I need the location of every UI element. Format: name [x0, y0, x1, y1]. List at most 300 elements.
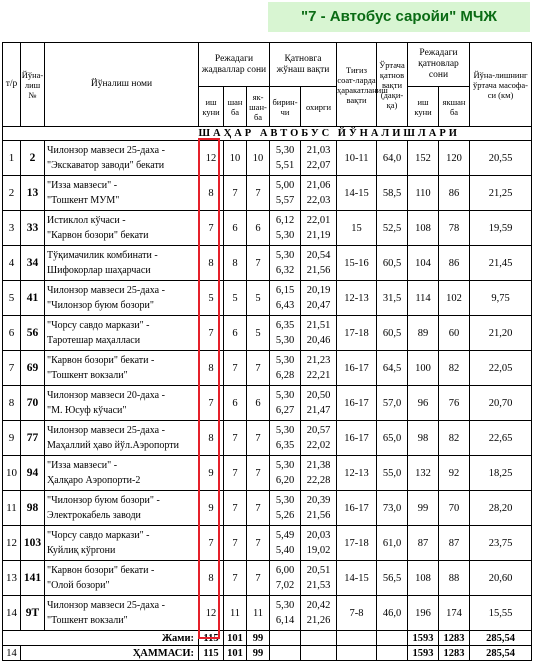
route-name	[45, 526, 199, 561]
sched-sat: 6	[224, 211, 247, 246]
sched-sun: 6	[247, 211, 270, 246]
route-name	[45, 351, 199, 386]
table-row	[3, 596, 532, 631]
row-number: 10	[3, 456, 21, 491]
time-value: 20,54	[306, 250, 331, 261]
route-name	[45, 561, 199, 596]
avg-interval: 46,0	[377, 596, 408, 631]
time-value: 20,39	[306, 495, 331, 506]
time-value: 5,30	[275, 425, 295, 436]
peak-hours: 16-17	[337, 351, 377, 386]
first-departure	[270, 561, 301, 596]
route-name-line: "Тошкент МУМ"	[47, 195, 120, 206]
total-length: 285,54	[470, 646, 532, 661]
time-value: 20,51	[306, 565, 331, 576]
time-value: 21,53	[306, 580, 331, 591]
table-row	[3, 281, 532, 316]
section-title: ШАҲАР АВТОБУС ЙЎНАЛИШЛАРИ	[199, 127, 532, 141]
row-number: 7	[3, 351, 21, 386]
route-name	[45, 386, 199, 421]
peak-hours: 12-13	[337, 456, 377, 491]
first-departure	[270, 456, 301, 491]
last-departure	[301, 561, 337, 596]
subtotal-row	[3, 631, 532, 646]
avg-interval: 56,5	[377, 561, 408, 596]
time-value: 5,30	[275, 460, 295, 471]
time-value: 20,19	[306, 285, 331, 296]
peak-hours: 12-13	[337, 281, 377, 316]
sched-sat: 7	[224, 351, 247, 386]
route-number: 2	[21, 141, 45, 176]
total-s2: 101	[224, 646, 247, 661]
route-length: 15,55	[470, 596, 532, 631]
header-sched-work: иш куни	[199, 87, 224, 127]
sched-sun: 6	[247, 386, 270, 421]
sched-work: 9	[199, 491, 224, 526]
trips-work: 104	[408, 246, 439, 281]
table-row	[3, 421, 532, 456]
time-value: 6,20	[275, 475, 295, 486]
trips-sun: 86	[439, 176, 470, 211]
route-name-line: "Тошкент вокзали"	[47, 370, 128, 381]
total-s3: 99	[247, 646, 270, 661]
last-departure	[301, 211, 337, 246]
time-value: 22,02	[306, 440, 331, 451]
page-title: "7 - Автобус саройи" МЧЖ	[268, 2, 530, 32]
time-value: 20,57	[306, 425, 331, 436]
route-name	[45, 316, 199, 351]
row-number: 13	[3, 561, 21, 596]
peak-hours: 17-18	[337, 526, 377, 561]
route-name-line: "Карвон бозори" бекати -	[47, 565, 155, 576]
sched-work: 8	[199, 176, 224, 211]
header-trips-sun: якшан ба	[439, 87, 470, 127]
route-name	[45, 491, 199, 526]
avg-interval: 61,0	[377, 526, 408, 561]
header-trips-work: иш куни	[408, 87, 439, 127]
sched-work: 7	[199, 386, 224, 421]
route-length: 23,75	[470, 526, 532, 561]
table-row	[3, 456, 532, 491]
route-name	[45, 456, 199, 491]
trips-sun: 88	[439, 561, 470, 596]
route-name	[45, 246, 199, 281]
trips-sun: 76	[439, 386, 470, 421]
row-number: 8	[3, 386, 21, 421]
trips-work: 99	[408, 491, 439, 526]
route-number: 98	[21, 491, 45, 526]
route-name-line: "Чилонзор буюм бозори"	[47, 300, 154, 311]
time-value: 5,30	[275, 390, 295, 401]
trips-sun: 120	[439, 141, 470, 176]
route-name-line: "Изза мавзеси" -	[47, 180, 118, 191]
peak-hours: 17-18	[337, 316, 377, 351]
first-departure	[270, 281, 301, 316]
route-name-line: "Карвон бозори" бекати	[47, 230, 149, 241]
route-name-line: Истиклол кўчаси -	[47, 215, 126, 226]
last-departure	[301, 316, 337, 351]
peak-hours: 14-15	[337, 176, 377, 211]
header-trips: Режадаги қатновлар сони	[408, 43, 470, 87]
total-s1: 115	[199, 646, 224, 661]
time-value: 22,03	[306, 195, 331, 206]
route-name-line: "Чорсу савдо маркази" -	[47, 530, 150, 541]
route-length: 21,25	[470, 176, 532, 211]
last-departure	[301, 351, 337, 386]
route-number: 77	[21, 421, 45, 456]
first-departure	[270, 176, 301, 211]
time-value: 22,21	[306, 370, 331, 381]
last-departure	[301, 421, 337, 456]
route-number: 56	[21, 316, 45, 351]
route-number: 33	[21, 211, 45, 246]
header-tr: т/р	[3, 43, 21, 127]
trips-work: 152	[408, 141, 439, 176]
route-name	[45, 421, 199, 456]
time-value: 6,14	[275, 615, 295, 626]
sched-sun: 7	[247, 561, 270, 596]
first-departure	[270, 246, 301, 281]
time-value: 5,51	[275, 160, 295, 171]
table-row	[3, 386, 532, 421]
header-last: охирги	[301, 87, 337, 127]
time-value: 22,07	[306, 160, 331, 171]
sched-sun: 5	[247, 281, 270, 316]
sched-sun: 7	[247, 526, 270, 561]
time-value: 21,56	[306, 265, 331, 276]
row-number: 11	[3, 491, 21, 526]
header-first: бирин-чи	[270, 87, 301, 127]
row-number: 9	[3, 421, 21, 456]
time-value: 5,30	[275, 495, 295, 506]
peak-hours: 16-17	[337, 386, 377, 421]
route-number: 103	[21, 526, 45, 561]
route-name-line: "Чилонзор буюм бозори" -	[47, 495, 160, 506]
trips-work: 196	[408, 596, 439, 631]
total-row	[3, 646, 532, 661]
trips-work: 96	[408, 386, 439, 421]
trips-sun: 92	[439, 456, 470, 491]
route-name-line: "Чорсу савдо маркази" -	[47, 320, 150, 331]
trips-sun: 78	[439, 211, 470, 246]
route-length: 19,59	[470, 211, 532, 246]
route-number: 70	[21, 386, 45, 421]
first-departure	[270, 526, 301, 561]
time-value: 5,30	[275, 335, 295, 346]
trips-sun: 60	[439, 316, 470, 351]
time-value: 6,12	[275, 215, 295, 226]
total-trips-sun: 1283	[439, 646, 470, 661]
last-departure	[301, 176, 337, 211]
sched-work: 9	[199, 456, 224, 491]
time-value: 20,50	[306, 390, 331, 401]
time-value: 19,02	[306, 545, 331, 556]
route-length: 20,55	[470, 141, 532, 176]
sched-sat: 7	[224, 421, 247, 456]
row-number: 6	[3, 316, 21, 351]
time-value: 21,26	[306, 615, 331, 626]
time-value: 5,40	[275, 545, 295, 556]
route-length: 21,20	[470, 316, 532, 351]
avg-interval: 58,5	[377, 176, 408, 211]
first-departure	[270, 421, 301, 456]
time-value: 20,42	[306, 600, 331, 611]
sched-sun: 7	[247, 351, 270, 386]
total-trips-work: 1593	[408, 646, 439, 661]
route-name-line: Чилонзор мавзеси 25-даха -	[47, 145, 165, 156]
last-departure	[301, 141, 337, 176]
route-number: 94	[21, 456, 45, 491]
time-value: 6,00	[275, 565, 295, 576]
sched-sat: 7	[224, 491, 247, 526]
sched-sat: 7	[224, 176, 247, 211]
sched-sun: 10	[247, 141, 270, 176]
first-departure	[270, 211, 301, 246]
sched-sat: 6	[224, 386, 247, 421]
subtotal-label: Жами:	[3, 631, 199, 646]
time-value: 22,28	[306, 475, 331, 486]
route-name-line: Тўқимачилик комбинати -	[47, 250, 158, 261]
first-departure	[270, 316, 301, 351]
sched-work: 7	[199, 316, 224, 351]
route-length: 28,20	[470, 491, 532, 526]
route-name-line: "Тошкент вокзали"	[47, 615, 128, 626]
peak-hours: 16-17	[337, 421, 377, 456]
route-name-line: Куйлиқ кўргони	[47, 545, 116, 556]
peak-hours: 16-17	[337, 491, 377, 526]
time-value: 5,57	[275, 195, 295, 206]
header-schedule: Режадаги жадваллар сони	[199, 43, 270, 87]
last-departure	[301, 526, 337, 561]
trips-work: 114	[408, 281, 439, 316]
sched-work: 8	[199, 351, 224, 386]
route-length: 18,25	[470, 456, 532, 491]
sched-sun: 7	[247, 491, 270, 526]
row-number: 3	[3, 211, 21, 246]
route-name-line: "Карвон бозори" бекати -	[47, 355, 155, 366]
route-name-line: Ҳалқаро Аэропорти-2	[47, 475, 141, 486]
time-value: 21,23	[306, 355, 331, 366]
row-number: 4	[3, 246, 21, 281]
sched-sun: 7	[247, 246, 270, 281]
sched-sat: 8	[224, 246, 247, 281]
total-count: 14	[3, 646, 21, 661]
sched-work: 8	[199, 246, 224, 281]
header-sched-sat: шан ба	[224, 87, 247, 127]
time-value: 6,15	[275, 285, 295, 296]
time-value: 6,28	[275, 370, 295, 381]
first-departure	[270, 141, 301, 176]
sched-work: 5	[199, 281, 224, 316]
sched-sat: 7	[224, 526, 247, 561]
sched-sun: 5	[247, 316, 270, 351]
route-name-line: Маҳаллий ҳаво йўл.Аэропорти	[47, 440, 179, 451]
trips-work: 110	[408, 176, 439, 211]
table-row	[3, 351, 532, 386]
route-name-line: "Олой бозори"	[47, 580, 110, 591]
header-route-no: Йўна-лиш №	[21, 43, 45, 127]
peak-hours: 15-16	[337, 246, 377, 281]
table-row	[3, 176, 532, 211]
time-value: 5,30	[275, 600, 295, 611]
time-value: 21,03	[306, 145, 331, 156]
avg-interval: 31,5	[377, 281, 408, 316]
trips-sun: 82	[439, 421, 470, 456]
first-departure	[270, 386, 301, 421]
peak-hours: 14-15	[337, 561, 377, 596]
time-value: 6,43	[275, 300, 295, 311]
sched-work: 12	[199, 596, 224, 631]
sched-work: 8	[199, 561, 224, 596]
first-departure	[270, 491, 301, 526]
route-length: 20,60	[470, 561, 532, 596]
sched-work: 7	[199, 526, 224, 561]
sched-work: 7	[199, 211, 224, 246]
route-name-line: Чилонзор мавзеси 25-даха -	[47, 425, 165, 436]
header-times: Қатновга жўнаш вақти	[270, 43, 337, 87]
avg-interval: 64,0	[377, 141, 408, 176]
sched-sun: 7	[247, 421, 270, 456]
last-departure	[301, 386, 337, 421]
row-number: 2	[3, 176, 21, 211]
time-value: 5,00	[275, 180, 295, 191]
table-row	[3, 316, 532, 351]
row-number: 12	[3, 526, 21, 561]
sched-sat: 7	[224, 456, 247, 491]
trips-sun: 70	[439, 491, 470, 526]
time-value: 21,06	[306, 180, 331, 191]
route-number: 141	[21, 561, 45, 596]
header-sched-sun: як-шан-ба	[247, 87, 270, 127]
route-name	[45, 281, 199, 316]
row-number: 14	[3, 596, 21, 631]
time-value: 5,30	[275, 230, 295, 241]
sched-sat: 7	[224, 561, 247, 596]
avg-interval: 60,5	[377, 246, 408, 281]
trips-sun: 174	[439, 596, 470, 631]
last-departure	[301, 246, 337, 281]
trips-work: 89	[408, 316, 439, 351]
time-value: 21,56	[306, 510, 331, 521]
time-value: 5,26	[275, 510, 295, 521]
route-number: 13	[21, 176, 45, 211]
trips-work: 98	[408, 421, 439, 456]
subtotal-s3: 99	[247, 631, 270, 646]
table-row	[3, 141, 532, 176]
route-name-line: Таротешар маҳалласи	[47, 335, 141, 346]
sched-sat: 5	[224, 281, 247, 316]
route-length: 22,05	[470, 351, 532, 386]
table-row	[3, 491, 532, 526]
route-number: 41	[21, 281, 45, 316]
time-value: 5,30	[275, 250, 295, 261]
subtotal-trips-work: 1593	[408, 631, 439, 646]
time-value: 21,47	[306, 405, 331, 416]
trips-sun: 87	[439, 526, 470, 561]
last-departure	[301, 596, 337, 631]
subtotal-s2: 101	[224, 631, 247, 646]
time-value: 6,35	[275, 320, 295, 331]
route-name-line: Чилонзор мавзеси 25-даха -	[47, 285, 165, 296]
trips-sun: 82	[439, 351, 470, 386]
route-number: 9Т	[21, 596, 45, 631]
sched-work: 12	[199, 141, 224, 176]
sched-sun: 7	[247, 176, 270, 211]
time-value: 5,30	[275, 145, 295, 156]
route-name	[45, 176, 199, 211]
time-value: 6,35	[275, 440, 295, 451]
time-value: 20,03	[306, 530, 331, 541]
time-value: 6,32	[275, 265, 295, 276]
row-number: 5	[3, 281, 21, 316]
route-length: 21,45	[470, 246, 532, 281]
subtotal-length: 285,54	[470, 631, 532, 646]
route-name-line: Чилонзор мавзеси 20-даха -	[47, 390, 165, 401]
table-row	[3, 561, 532, 596]
header-route-name: Йўналиш номи	[45, 43, 199, 127]
route-name-line: Электрокабель заводи	[47, 510, 141, 521]
total-label: ҲАММАСИ:	[21, 646, 199, 661]
trips-work: 87	[408, 526, 439, 561]
time-value: 7,02	[275, 580, 295, 591]
time-value: 20,46	[306, 335, 331, 346]
routes-table	[2, 42, 532, 661]
trips-work: 108	[408, 561, 439, 596]
table-row	[3, 246, 532, 281]
time-value: 21,38	[306, 460, 331, 471]
avg-interval: 60,5	[377, 316, 408, 351]
time-value: 5,49	[275, 530, 295, 541]
first-departure	[270, 351, 301, 386]
header-avg-interval: Ўртача қатнов вақти (дақи-қа)	[377, 43, 408, 127]
sched-sat: 6	[224, 316, 247, 351]
peak-hours: 7-8	[337, 596, 377, 631]
avg-interval: 55,0	[377, 456, 408, 491]
route-name	[45, 141, 199, 176]
avg-interval: 64,5	[377, 351, 408, 386]
time-value: 20,47	[306, 300, 331, 311]
header-length: Йўна-лишнинг ўртача масофа-си (км)	[470, 43, 532, 127]
route-length: 22,65	[470, 421, 532, 456]
peak-hours: 10-11	[337, 141, 377, 176]
trips-sun: 86	[439, 246, 470, 281]
first-departure	[270, 596, 301, 631]
table-row	[3, 526, 532, 561]
route-number: 34	[21, 246, 45, 281]
route-name-line: "М. Юсуф кўчаси"	[47, 405, 127, 416]
last-departure	[301, 456, 337, 491]
sched-sun: 7	[247, 456, 270, 491]
route-name-line: Шифокорлар шаҳарчаси	[47, 265, 151, 276]
time-value: 6,27	[275, 405, 295, 416]
subtotal-trips-sun: 1283	[439, 631, 470, 646]
last-departure	[301, 491, 337, 526]
avg-interval: 52,5	[377, 211, 408, 246]
avg-interval: 65,0	[377, 421, 408, 456]
time-value: 21,51	[306, 320, 331, 331]
trips-work: 108	[408, 211, 439, 246]
sched-sun: 11	[247, 596, 270, 631]
time-value: 21,19	[306, 230, 331, 241]
peak-hours: 15	[337, 211, 377, 246]
trips-work: 132	[408, 456, 439, 491]
avg-interval: 73,0	[377, 491, 408, 526]
route-length: 9,75	[470, 281, 532, 316]
table-row	[3, 211, 532, 246]
sched-sat: 11	[224, 596, 247, 631]
route-name	[45, 211, 199, 246]
route-number: 69	[21, 351, 45, 386]
